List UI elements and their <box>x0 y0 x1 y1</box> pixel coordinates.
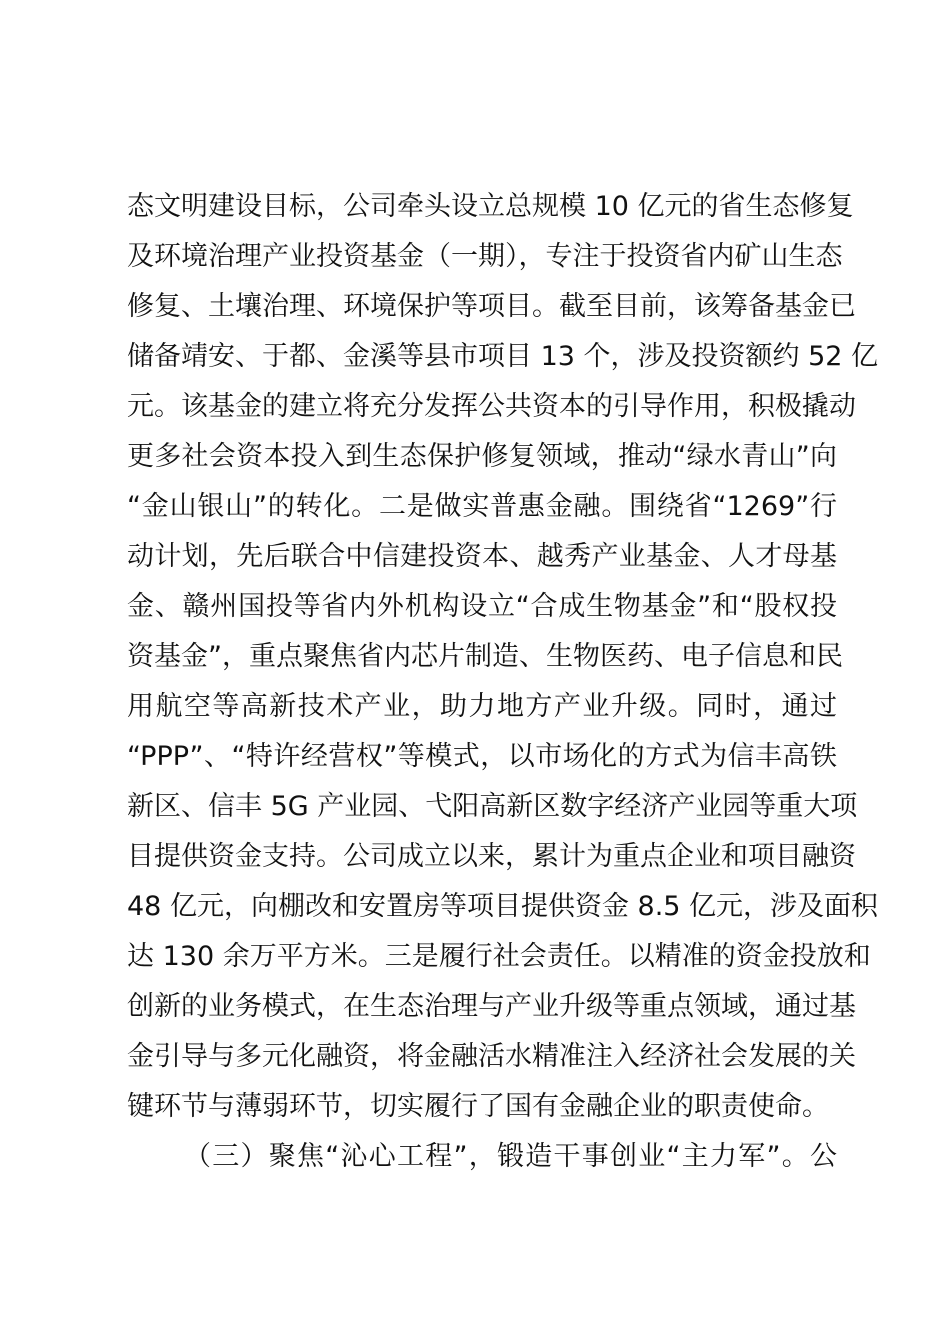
body-text-line: 元。该基金的建立将充分发挥公共资本的引导作用，积极撬动 <box>127 391 856 422</box>
section-heading: （三）聚焦“沁心工程”，锻造干事创业“主力军”。公 <box>184 1141 837 1172</box>
body-text-line: 储备靖安、于都、金溪等县市项目 13 个，涉及投资额约 52 亿 <box>127 341 879 372</box>
body-text-line: 用航空等高新技术产业，助力地方产业升级。同时，通过 <box>127 691 837 722</box>
body-text-line: 修复、土壤治理、环境保护等项目。截至目前，该筹备基金已 <box>127 291 856 322</box>
body-text-line: 创新的业务模式，在生态治理与产业升级等重点领域，通过基 <box>127 991 856 1022</box>
body-text-line: “PPP”、“特许经营权”等模式，以市场化的方式为信丰高铁 <box>127 741 837 772</box>
body-text-line: 态文明建设目标，公司牵头设立总规模 10 亿元的省生态修复 <box>127 191 854 222</box>
body-text-line: 及环境治理产业投资基金（一期），专注于投资省内矿山生态 <box>127 241 843 272</box>
body-text-line: 目提供资金支持。公司成立以来，累计为重点企业和项目融资 <box>127 841 856 872</box>
body-text-line: 更多社会资本投入到生态保护修复领域，推动“绿水青山”向 <box>127 441 837 472</box>
body-text-line: “金山银山”的转化。二是做实普惠金融。围绕省“1269”行 <box>127 491 837 522</box>
body-text-line: 键环节与薄弱环节，切实履行了国有金融企业的职责使命。 <box>127 1091 829 1122</box>
body-text-line: 金引导与多元化融资，将金融活水精准注入经济社会发展的关 <box>127 1041 856 1072</box>
body-text-line: 动计划，先后联合中信建投资本、越秀产业基金、人才母基 <box>127 541 837 572</box>
body-text-line: 资基金”，重点聚焦省内芯片制造、生物医药、电子信息和民 <box>127 641 843 672</box>
body-text-line: 金、赣州国投等省内外机构设立“合成生物基金”和“股权投 <box>127 591 837 622</box>
body-text-line: 达 130 余万平方米。三是履行社会责任。以精准的资金投放和 <box>127 941 871 972</box>
body-text-line: 新区、信丰 5G 产业园、弋阳高新区数字经济产业园等重大项 <box>127 791 858 822</box>
body-text-line: 48 亿元，向棚改和安置房等项目提供资金 8.5 亿元，涉及面积 <box>127 891 879 922</box>
